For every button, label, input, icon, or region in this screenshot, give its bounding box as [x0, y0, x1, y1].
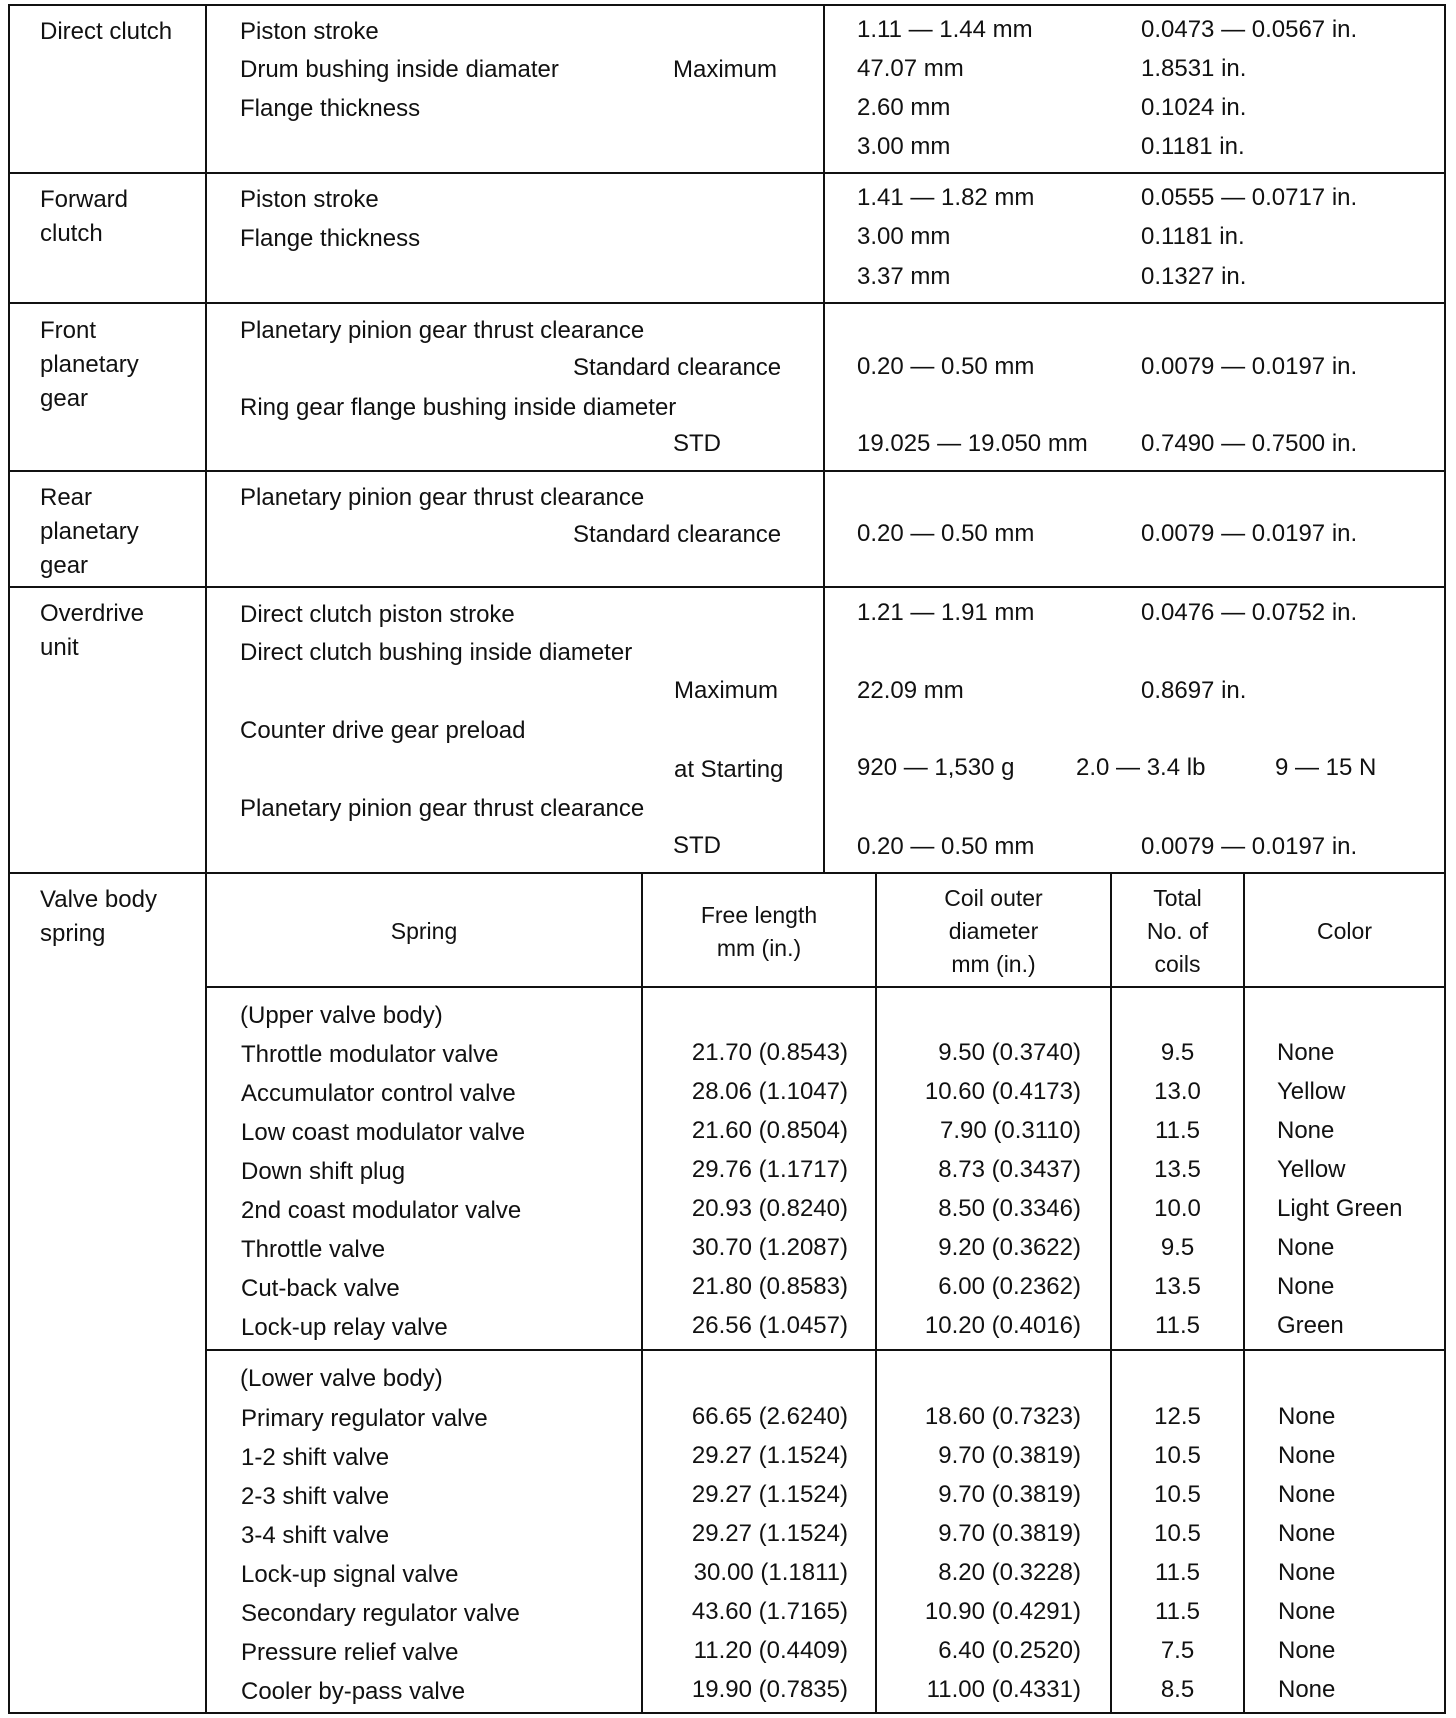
- imperial-value: 0.1181 in.: [1141, 133, 1245, 160]
- spring-name: Throttle modulator valve: [241, 1041, 499, 1068]
- metric-value: 22.09 mm: [857, 677, 964, 704]
- free-length: 30.70 (1.2087): [691, 1234, 848, 1261]
- table-border-top: [8, 4, 1446, 6]
- coil-count: 9.5: [1160, 1234, 1195, 1261]
- coil-diameter: 8.20 (0.3228): [938, 1559, 1081, 1586]
- spec-label: Piston stroke: [240, 186, 379, 213]
- coil-count: 13.5: [1154, 1273, 1201, 1300]
- spec-label: Planetary pinion gear thrust clearance: [240, 317, 645, 344]
- spring-name: Cut-back valve: [241, 1275, 400, 1302]
- section-divider: [8, 586, 1446, 588]
- imperial-value: 0.7490 — 0.7500 in.: [1141, 430, 1358, 457]
- coil-count: 13.5: [1154, 1156, 1201, 1183]
- spring-color: None: [1278, 1559, 1336, 1586]
- spec-label: Ring gear flange bushing inside diameter: [240, 394, 677, 421]
- preload-grams: 920 — 1,530 g: [857, 754, 1015, 781]
- coil-diameter: 9.70 (0.3819): [938, 1520, 1081, 1547]
- spring-color: None: [1278, 1442, 1336, 1469]
- section-divider: [8, 470, 1446, 472]
- free-length: 26.56 (1.0457): [691, 1312, 848, 1339]
- metric-value: 3.37 mm: [857, 263, 951, 290]
- spring-color: None: [1278, 1403, 1336, 1430]
- free-length: 43.60 (1.7165): [691, 1598, 848, 1625]
- metric-value: 0.20 — 0.50 mm: [857, 520, 1035, 547]
- coil-count: 10.0: [1154, 1195, 1201, 1222]
- spring-color: None: [1278, 1676, 1336, 1703]
- imperial-value: 0.0473 — 0.0567 in.: [1141, 16, 1358, 43]
- free-length: 11.20 (0.4409): [693, 1637, 848, 1664]
- section-title: spring: [40, 920, 106, 947]
- coil-count: 9.5: [1160, 1039, 1195, 1066]
- spring-color: None: [1278, 1598, 1336, 1625]
- coil-count: 13.0: [1154, 1078, 1201, 1105]
- coil-count: 11.5: [1155, 1559, 1200, 1586]
- metric-value: 19.025 — 19.050 mm: [857, 430, 1088, 457]
- section-title: planetary: [40, 351, 139, 378]
- coil-diameter: 6.00 (0.2362): [938, 1273, 1081, 1300]
- metric-value: 0.20 — 0.50 mm: [857, 833, 1035, 860]
- spring-color: None: [1278, 1520, 1336, 1547]
- spring-name: 3-4 shift valve: [241, 1522, 390, 1549]
- coil-count: 11.5: [1155, 1117, 1200, 1144]
- spec-label: Direct clutch bushing inside diameter: [240, 639, 633, 666]
- coil-count: 10.5: [1154, 1520, 1201, 1547]
- header-coil-od: Coil outer: [944, 885, 1043, 911]
- coil-count: 11.5: [1155, 1598, 1200, 1625]
- spec-label: Planetary pinion gear thrust clearance: [240, 484, 645, 511]
- header-total-coils: coils: [1154, 951, 1201, 977]
- section-title: planetary: [40, 518, 139, 545]
- column-divider: [641, 872, 643, 1714]
- spec-label: Counter drive gear preload: [240, 717, 526, 744]
- imperial-value: 0.0555 — 0.0717 in.: [1141, 184, 1358, 211]
- spec-qualifier: Maximum: [674, 677, 779, 704]
- column-divider: [205, 4, 207, 1714]
- free-length: 21.60 (0.8504): [691, 1117, 848, 1144]
- spec-qualifier: Maximum: [673, 56, 778, 83]
- spring-color: Light Green: [1277, 1195, 1403, 1222]
- imperial-value: 0.1327 in.: [1141, 263, 1247, 290]
- header-color: Color: [1317, 918, 1372, 944]
- section-divider: [8, 172, 1446, 174]
- coil-diameter: 8.50 (0.3346): [938, 1195, 1081, 1222]
- header-coil-od-unit: mm (in.): [951, 951, 1036, 977]
- header-total-coils: No. of: [1146, 918, 1209, 944]
- table-border-bottom: [8, 1712, 1446, 1714]
- coil-diameter: 10.20 (0.4016): [924, 1312, 1081, 1339]
- free-length: 29.27 (1.1524): [691, 1442, 848, 1469]
- spring-name: Accumulator control valve: [241, 1080, 516, 1107]
- free-length: 30.00 (1.1811): [693, 1559, 848, 1586]
- imperial-value: 1.8531 in.: [1141, 55, 1247, 82]
- spec-qualifier: Standard clearance: [573, 521, 782, 548]
- spring-name: Secondary regulator valve: [241, 1600, 520, 1627]
- coil-diameter: 8.73 (0.3437): [938, 1156, 1081, 1183]
- free-length: 66.65 (2.6240): [691, 1403, 848, 1430]
- spring-name: Lock-up relay valve: [241, 1314, 448, 1341]
- imperial-value: 0.0079 — 0.0197 in.: [1141, 833, 1358, 860]
- metric-value: 1.41 — 1.82 mm: [857, 184, 1035, 211]
- header-spring: Spring: [390, 918, 458, 944]
- free-length: 21.70 (0.8543): [691, 1039, 848, 1066]
- imperial-value: 0.1024 in.: [1141, 94, 1247, 121]
- coil-diameter: 9.20 (0.3622): [938, 1234, 1081, 1261]
- section-title: gear: [40, 385, 89, 412]
- spec-label: Flange thickness: [240, 95, 421, 122]
- free-length: 19.90 (0.7835): [691, 1676, 848, 1703]
- imperial-value: 0.1181 in.: [1141, 223, 1245, 250]
- spring-name: Low coast modulator valve: [241, 1119, 526, 1146]
- section-title: unit: [40, 634, 79, 661]
- imperial-value: 0.0079 — 0.0197 in.: [1141, 353, 1358, 380]
- column-divider: [823, 4, 825, 874]
- coil-diameter: 9.70 (0.3819): [938, 1442, 1081, 1469]
- metric-value: 1.21 — 1.91 mm: [857, 599, 1035, 626]
- metric-value: 3.00 mm: [857, 223, 951, 250]
- coil-count: 10.5: [1154, 1442, 1201, 1469]
- group-divider: [205, 1349, 1446, 1351]
- spec-label: Drum bushing inside diamater: [240, 56, 559, 83]
- spec-label: Piston stroke: [240, 18, 379, 45]
- coil-diameter: 18.60 (0.7323): [924, 1403, 1081, 1430]
- spring-color: None: [1278, 1481, 1336, 1508]
- coil-diameter: 6.40 (0.2520): [938, 1637, 1081, 1664]
- column-divider: [875, 872, 877, 1714]
- section-title: Overdrive: [40, 600, 145, 627]
- coil-count: 10.5: [1154, 1481, 1201, 1508]
- section-title: Valve body: [40, 886, 157, 913]
- free-length: 29.27 (1.1524): [691, 1520, 848, 1547]
- coil-count: 8.5: [1160, 1676, 1195, 1703]
- section-title: Front: [40, 317, 97, 344]
- spring-name: 2-3 shift valve: [241, 1483, 390, 1510]
- preload-newtons: 9 — 15 N: [1275, 754, 1377, 781]
- section-title: gear: [40, 552, 89, 579]
- spring-color: None: [1277, 1117, 1335, 1144]
- coil-diameter: 9.70 (0.3819): [938, 1481, 1081, 1508]
- section-divider: [8, 872, 1446, 874]
- free-length: 28.06 (1.1047): [691, 1078, 848, 1105]
- spring-color: None: [1277, 1273, 1335, 1300]
- spring-color: None: [1278, 1637, 1336, 1664]
- coil-count: 12.5: [1154, 1403, 1201, 1430]
- table-border-right: [1444, 4, 1446, 1714]
- spring-name: Cooler by-pass valve: [241, 1678, 466, 1705]
- spec-label: Flange thickness: [240, 225, 421, 252]
- spring-color: Yellow: [1277, 1078, 1346, 1105]
- free-length: 29.27 (1.1524): [691, 1481, 848, 1508]
- free-length: 29.76 (1.1717): [691, 1156, 848, 1183]
- spring-color: Yellow: [1277, 1156, 1346, 1183]
- spec-qualifier: at Starting: [674, 756, 784, 783]
- section-divider: [8, 302, 1446, 304]
- column-divider: [1243, 872, 1245, 1714]
- spec-label: Planetary pinion gear thrust clearance: [240, 795, 645, 822]
- spring-name: Down shift plug: [241, 1158, 406, 1185]
- coil-diameter: 10.60 (0.4173): [924, 1078, 1081, 1105]
- metric-value: 2.60 mm: [857, 94, 951, 121]
- metric-value: 0.20 — 0.50 mm: [857, 353, 1035, 380]
- preload-pounds: 2.0 — 3.4 lb: [1076, 754, 1206, 781]
- spec-label: Direct clutch piston stroke: [240, 601, 515, 628]
- section-title: Direct clutch: [40, 18, 173, 45]
- group-label: (Upper valve body): [240, 1002, 443, 1029]
- spring-name: Pressure relief valve: [241, 1639, 459, 1666]
- imperial-value: 0.0079 — 0.0197 in.: [1141, 520, 1358, 547]
- section-title: Forward: [40, 186, 129, 213]
- header-free-length-unit: mm (in.): [716, 935, 802, 961]
- spring-name: Throttle valve: [241, 1236, 386, 1263]
- metric-value: 47.07 mm: [857, 55, 964, 82]
- header-total-coils: Total: [1153, 885, 1202, 911]
- coil-diameter: 9.50 (0.3740): [938, 1039, 1081, 1066]
- section-title: clutch: [40, 220, 103, 247]
- table-border-left: [8, 4, 10, 1714]
- coil-diameter: 11.00 (0.4331): [926, 1676, 1081, 1703]
- free-length: 20.93 (0.8240): [691, 1195, 848, 1222]
- spring-color: None: [1277, 1234, 1335, 1261]
- header-free-length: Free length: [700, 902, 818, 928]
- section-title: Rear: [40, 484, 93, 511]
- spec-qualifier: STD: [673, 832, 721, 859]
- metric-value: 3.00 mm: [857, 133, 951, 160]
- coil-count: 11.5: [1155, 1312, 1200, 1339]
- header-coil-od: diameter: [948, 918, 1039, 944]
- imperial-value: 0.8697 in.: [1141, 677, 1247, 704]
- spec-qualifier: STD: [673, 430, 721, 457]
- spring-name: 1-2 shift valve: [241, 1444, 390, 1471]
- spring-color: Green: [1277, 1312, 1344, 1339]
- group-label: (Lower valve body): [240, 1365, 443, 1392]
- spring-name: 2nd coast modulator valve: [241, 1197, 522, 1224]
- coil-diameter: 7.90 (0.3110): [940, 1117, 1081, 1144]
- metric-value: 1.11 — 1.44 mm: [857, 16, 1033, 43]
- coil-count: 7.5: [1160, 1637, 1195, 1664]
- header-divider: [205, 986, 1446, 988]
- imperial-value: 0.0476 — 0.0752 in.: [1141, 599, 1358, 626]
- spring-name: Primary regulator valve: [241, 1405, 488, 1432]
- spec-qualifier: Standard clearance: [573, 354, 782, 381]
- coil-diameter: 10.90 (0.4291): [924, 1598, 1081, 1625]
- spring-color: None: [1277, 1039, 1335, 1066]
- spring-name: Lock-up signal valve: [241, 1561, 459, 1588]
- free-length: 21.80 (0.8583): [691, 1273, 848, 1300]
